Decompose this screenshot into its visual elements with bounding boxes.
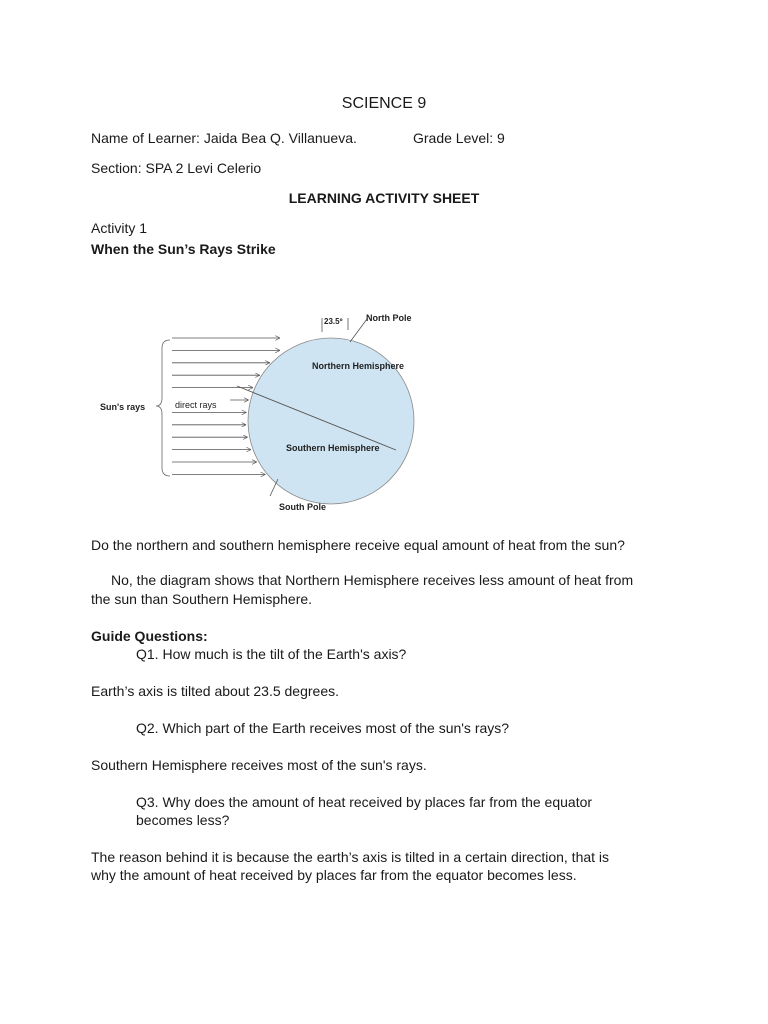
south-pole-label: South Pole bbox=[279, 502, 326, 512]
activity-number: Activity 1 bbox=[91, 220, 148, 236]
north-pole-pointer bbox=[350, 319, 367, 342]
document-title: SCIENCE 9 bbox=[341, 95, 427, 112]
main-answer-line-1: No, the diagram shows that Northern Hemisphere receives less amount of heat from bbox=[111, 572, 634, 588]
question-1: Q1. How much is the tilt of the Earth's axis? bbox=[136, 646, 407, 662]
learner-name: Name of Learner: Jaida Bea Q. Villanueva. bbox=[91, 130, 357, 146]
answer-2: Southern Hemisphere receives most of the sun's rays. bbox=[91, 757, 427, 773]
suns-rays-label: Sun's rays bbox=[100, 402, 146, 412]
northern-hemisphere-label: Northern Hemisphere bbox=[312, 361, 405, 371]
answer-1: Earth’s axis is tilted about 23.5 degrees. bbox=[91, 683, 340, 699]
grade-level: Grade Level: 9 bbox=[413, 130, 505, 146]
question-3-line-2: becomes less? bbox=[136, 812, 230, 828]
north-pole-label: North Pole bbox=[366, 313, 412, 323]
activity-title: When the Sun’s Rays Strike bbox=[91, 241, 276, 257]
answer-3-line-2: why the amount of heat received by places far from the equator becomes less. bbox=[91, 867, 577, 883]
tilt-label: 23.5º bbox=[324, 317, 343, 326]
direct-rays-label: direct rays bbox=[175, 400, 217, 410]
main-answer-line-2: the sun than Southern Hemisphere. bbox=[91, 591, 313, 607]
guide-questions-heading: Guide Questions: bbox=[91, 628, 208, 644]
answer-3-line-1: The reason behind it is because the earth’s axis is tilted in a certain direction, that is bbox=[91, 849, 610, 865]
sun-rays-diagram bbox=[90, 300, 430, 520]
section: Section: SPA 2 Levi Celerio bbox=[91, 160, 262, 176]
southern-hemisphere-label: Southern Hemisphere bbox=[286, 443, 380, 453]
rays-brace bbox=[156, 340, 170, 476]
sheet-title: LEARNING ACTIVITY SHEET bbox=[288, 190, 480, 206]
main-question: Do the northern and southern hemisphere receive equal amount of heat from the sun? bbox=[91, 537, 625, 553]
question-2: Q2. Which part of the Earth receives most of the sun's rays? bbox=[136, 720, 510, 736]
question-3-line-1: Q3. Why does the amount of heat received by places far from the equator bbox=[136, 794, 593, 810]
